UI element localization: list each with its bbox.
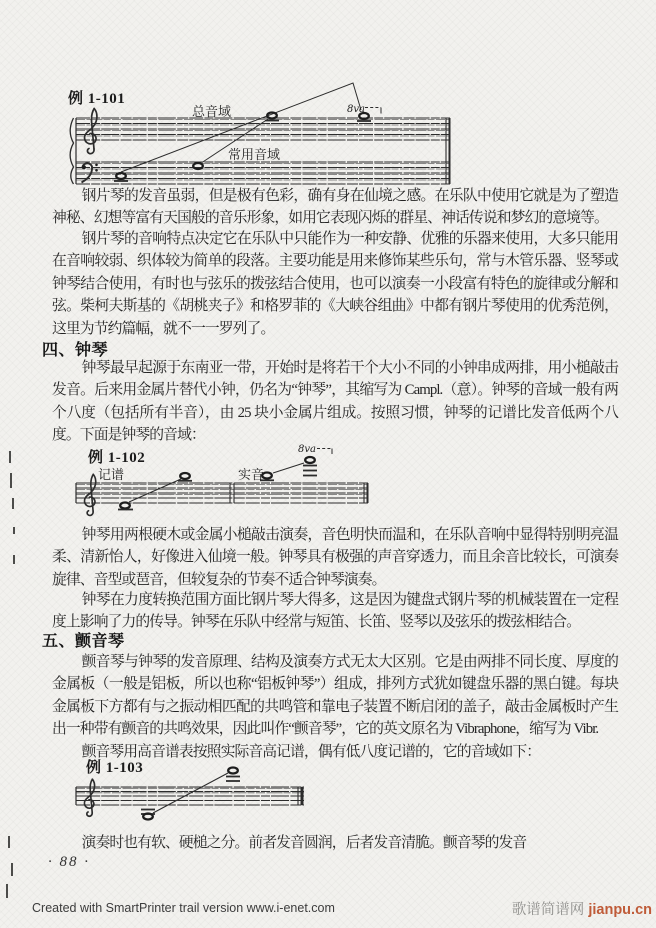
ottava-label: 8va bbox=[347, 104, 365, 115]
grand-staff-brace bbox=[70, 118, 73, 184]
bass-staff-lines bbox=[76, 162, 450, 184]
total-range-label: 总音域 bbox=[192, 104, 232, 119]
treble-clef-icon bbox=[84, 474, 95, 515]
binding-mark bbox=[9, 451, 11, 463]
whole-note-written-low bbox=[120, 503, 130, 509]
binding-mark bbox=[11, 863, 13, 876]
binding-mark bbox=[13, 527, 15, 534]
whole-note-sounding-high bbox=[305, 457, 315, 463]
glockenspiel-paragraph-1: 钟琴最早起源于东南亚一带，开始时是将若干个大小不同的小钟串成两排，用小槌敲击发音。后来用金属片替代小钟，仍名为“钟琴”，其缩写为 Campl.（意）。钟琴的音域一般有两个八度（包括所有半音），由 25 块小金属片组成。按照习惯，钟琴的记谱比发音低两个八度。下面是钟琴的音域： bbox=[52, 360, 618, 444]
whole-note-common-low bbox=[193, 163, 203, 169]
page-number: · 88 · bbox=[48, 854, 90, 870]
treble-clef-icon bbox=[85, 109, 97, 154]
example-101-label: 例 1-101 bbox=[68, 91, 126, 107]
vibraphone-closing-line: 演奏时也有软、硬槌之分。前者发音圆润，后者发音清脆。颤音琴的发音 bbox=[81, 835, 527, 851]
example-102-staff bbox=[58, 442, 388, 524]
section-heading-vibraphone: 五、颤音琴 bbox=[42, 633, 125, 650]
whole-note-low bbox=[143, 814, 153, 820]
celesta-paragraph-1: 钢片琴的发音虽弱，但是极有色彩，确有身在仙境之感。在乐队中使用它就是为了塑造神秘、幻想等富有天国般的音乐形象，如用它表现闪烁的群星、神话传说和梦幻的意境等。 bbox=[52, 188, 618, 227]
glockenspiel-paragraph-3: 钟琴在力度转换范围方面比钢片琴大得多，这是因为键盘式钢片琴的机械装置在一定程度上影响了力的传导。钟琴在乐队中经常与短笛、长笛、竖琴以及弦乐的拨弦相结合。 bbox=[52, 592, 618, 631]
celesta-paragraph-2: 钢片琴的音响特点决定它在乐队中只能作为一种安静、优雅的乐器来使用，大多只能用在音响较弱、织体较为简单的段落。主要功能是用来修饰某些乐句，常与木管乐器、竖琴或钟琴结合使用，有时也与弦乐的拨弦结合使用，也可以演奏一小段富有特色的旋律或分解和弦。柴柯夫斯基的《胡桃夹子》和格罗菲的《大峡谷组曲》中都有钢片琴使用的优秀范例，这里为节约篇幅，就不一一罗列了。 bbox=[52, 231, 618, 337]
binding-mark bbox=[10, 473, 12, 488]
sounding-range-label: 实音 bbox=[238, 467, 265, 482]
binding-mark bbox=[8, 836, 10, 848]
ottava-label: 8va bbox=[298, 444, 316, 455]
watermark-smartprinter: Created with SmartPrinter trail version www.i-enet.com bbox=[32, 901, 335, 915]
example-101-grand-staff bbox=[58, 72, 468, 188]
example-102-label: 例 1-102 bbox=[88, 450, 146, 466]
site-url: jianpu.cn bbox=[588, 902, 652, 918]
example-103-staff bbox=[58, 757, 328, 829]
treble-clef-icon bbox=[84, 779, 94, 816]
common-range-label: 常用音域 bbox=[228, 147, 281, 162]
vibraphone-paragraph-2: 颤音琴用高音谱表按照实际音高记谱，偶有低八度记谱的，它的音域如下： bbox=[81, 744, 541, 760]
binding-mark bbox=[6, 884, 8, 898]
whole-note-written-high bbox=[180, 473, 190, 479]
binding-mark bbox=[12, 498, 14, 509]
vibraphone-paragraph-1: 颤音琴与钟琴的发音原理、结构及演奏方式无太大区别。它是由两排不同长度、厚度的金属板（一般是铝板，所以也称“铝板钟琴”）组成，排列方式犹如键盘乐器的黑白键。每块金属板下方都有与之振动相匹配的共鸣管和靠电子装置不断启闭的盖子，敲击金属板时产生出一种带有颤音的共鸣效果，因此叫作“颤音琴”，它的英文原名为 Vibraphone，缩写为 Vibr. bbox=[52, 654, 618, 738]
binding-mark bbox=[13, 555, 15, 564]
treble-staff-lines bbox=[76, 118, 450, 140]
whole-note-low bbox=[116, 173, 126, 179]
example-103-label: 例 1-103 bbox=[86, 760, 144, 776]
site-name: 歌谱简谱网 bbox=[511, 902, 585, 918]
section-heading-glockenspiel: 四、钟琴 bbox=[42, 342, 109, 359]
watermark-site bbox=[512, 898, 652, 919]
glockenspiel-paragraph-2: 钟琴用两根硬木或金属小槌敲击演奏，音色明快而温和，在乐队音响中显得特别明亮温柔、清新怡人，好像进入仙境一般。钟琴具有极强的声音穿透力，而且余音比较长，可演奏旋律、音型或琶音，但较复杂的节奏不适合钟琴演奏。 bbox=[52, 527, 618, 588]
whole-note-high bbox=[228, 768, 238, 774]
written-range-label: 记谱 bbox=[98, 467, 125, 482]
treble-staff-lines bbox=[76, 787, 304, 805]
treble-staff-lines bbox=[76, 483, 368, 503]
